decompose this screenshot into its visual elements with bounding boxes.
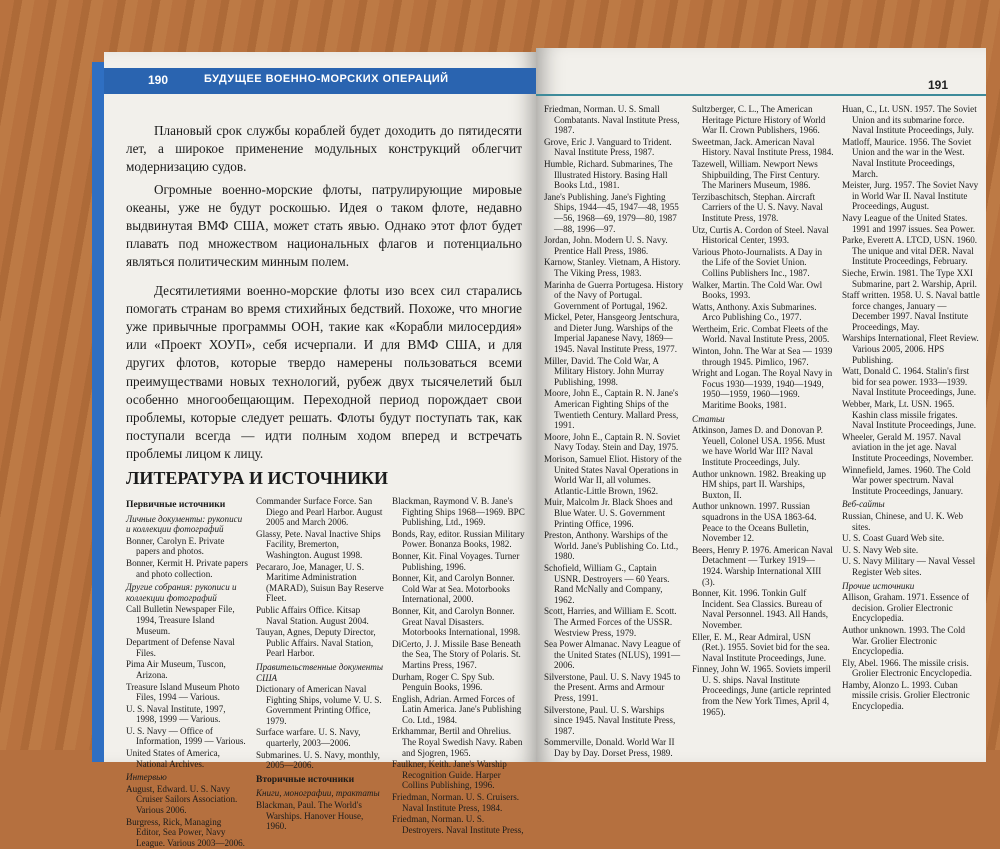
bibliography-entry: Author unknown. 1993. The Cold War. Grolier Electronic Encyclopedia. bbox=[842, 624, 966, 657]
bibliography-column bbox=[544, 104, 684, 760]
bibliography-entry: Preston, Anthony. Warships of the World. Jane's Publishing Co. Ltd., 1980. bbox=[544, 530, 679, 562]
bibliography-entry: Silverstone, Paul. U. S. Navy 1945 to the Present. Arms and Armour Press, 1991. bbox=[544, 671, 681, 704]
bibliography-entry: Scott, Harries, and William E. Scott. The Armed Forces of the USSR. Westview Press, 1979. bbox=[544, 606, 677, 638]
bibliography-entry: Durham, Roger C. Spy Sub. Penguin Books, 1996. bbox=[392, 671, 495, 693]
bibliography-entry: Humble, Richard. Submarines, The Illustrated History. Basing Hall Books Ltd., 1981. bbox=[544, 158, 673, 191]
bibliography-entry: Moore, John E., Captain R. N. Soviet Navy Today. Stein and Day, 1975. bbox=[544, 431, 681, 453]
bibliography-entry: Sultzberger, C. L., The American Heritage Picture History of World War II. Crown Publishers, 1966. bbox=[692, 104, 826, 136]
bibliography-entry: U. S. Navy Web site. bbox=[842, 544, 919, 555]
bibliography-entry: Erkhammar, Bertil and Ohrelius. The Royal Swedish Navy. Raben and Sjogren, 1965. bbox=[392, 726, 523, 758]
bibliography-entry: Utz, Curtis A. Cordon of Steel. Naval Historical Center, 1993. bbox=[692, 224, 829, 246]
paragraph: Огромные военно-морские флоты, патрулирующие мировые океаны, уже не будут роскошью. Идея о таком флоте, недавно выдвинутая ВМФ США, может стать явью. Однако этот флот будет плавать под множеством национальных флагов и потенциально являться политическим минным полем. bbox=[126, 181, 522, 270]
bibliography-entry: Pima Air Museum, Tuscon, Arizona. bbox=[126, 659, 226, 680]
bibliography-entry: Faulkner, Keith. Jane's Warship Recognition Guide. Harper Collins Publishing, 1996. bbox=[392, 759, 507, 791]
bibliography-entry: Bonds, Ray, editor. Russian Military Power. Bonanza Books, 1982. bbox=[392, 528, 525, 550]
running-head-bar bbox=[104, 68, 536, 94]
bibliography-column bbox=[256, 496, 384, 849]
bibliography-entry: Bonner, Kit. Final Voyages. Turner Publishing, 1996. bbox=[392, 550, 520, 572]
bibliography-entry: Winnefield, James. 1960. The Cold War power spectrum. Naval Institute Proceedings, January. bbox=[842, 464, 971, 496]
bibliography-entry: Dictionary of American Naval Fighting Ships, volume V. U. S. Government Printing Office, 1979. bbox=[256, 684, 382, 726]
bibliography-entry: Various Photo-Journalists. A Day in the Life of the Soviet Union. Collins Publishers Inc., 1987. bbox=[692, 246, 823, 278]
bibliography-entry: Blackman, Raymond V. B. Jane's Fighting Ships 1968—1969. BPC Publishing, Ltd., 1969. bbox=[392, 496, 525, 528]
bibliography-entry: Morison, Samuel Eliot. History of the United States Naval Operations in World War II, all volumes. Atlantic-Little Brown, 1962. bbox=[544, 454, 682, 496]
header-rule bbox=[536, 94, 986, 96]
bibliography-column bbox=[392, 496, 526, 849]
bibliography-entry: Tazewell, William. Newport News Shipbuilding, The First Century. The Mariners Museum, 1986. bbox=[692, 158, 820, 191]
bibliography-entry: U. S. Naval Institute, 1997, 1998, 1999 — Various. bbox=[126, 703, 226, 725]
body-text bbox=[126, 122, 522, 468]
bibliography-subheading: Личные документы: рукописи и коллекции фотографий bbox=[126, 513, 243, 535]
bibliography-entry: Terzibaschitsch, Stephan. Aircraft Carriers of the U. S. Navy. Naval Institute Press, 1978. bbox=[692, 191, 823, 223]
bibliography-column bbox=[126, 496, 248, 849]
bibliography-entry: Schofield, William G., Captain USNR. Destroyers — 60 Years. Rand McNally and Company, 1962. bbox=[544, 562, 670, 605]
bibliography-entry: Webber, Mark, Lt. USN. 1965. Kashin class missile frigates. Naval Institute Proceedings, June. bbox=[842, 399, 977, 431]
bibliography-entry: Sieche, Erwin. 1981. The Type XXI Submarine, part 2. Warship, April. bbox=[842, 267, 977, 289]
bibliography-heading: Первичные источники bbox=[126, 499, 226, 510]
bibliography-entry: Sweetman, Jack. American Naval History. Naval Institute Press, 1984. bbox=[692, 136, 834, 158]
bibliography-subheading: Книги, монографии, трактаты bbox=[256, 788, 380, 799]
bibliography-entry: Wright and Logan. The Royal Navy in Focus 1930—1939, 1940—1949, 1950—1959, 1960—1969. Maritime Books, 1981. bbox=[692, 368, 833, 411]
bibliography-entry: Author unknown. 1997. Russian squadrons in the USA 1863-64. Peace to the Oceans Bulletin, November 12. bbox=[692, 501, 817, 544]
bibliography-entry: Moore, John E., Captain R. N. Jane's American Fighting Ships of the Twentieth Century. Mallard Press, 1991. bbox=[544, 388, 679, 431]
bibliography-entry: Warships International, Fleet Review. Various 2005, 2006. HPS Publishing. bbox=[842, 333, 979, 365]
bibliography-column bbox=[842, 104, 980, 760]
bibliography-entry: Beers, Henry P. 1976. American Naval Detachment — Turkey 1919—1924. Warship International XIII (3). bbox=[692, 544, 833, 587]
bibliography-entry: Friedman, Norman. U. S. Cruisers. Naval Institute Press, 1984. bbox=[392, 792, 520, 813]
bibliography-entry: Ely, Abel. 1966. The missile crisis. Grolier Electronic Encyclopedia. bbox=[842, 657, 972, 679]
bibliography-subheading: Интервью bbox=[126, 772, 167, 783]
bibliography-entry: Meister, Jurg. 1957. The Soviet Navy in World War II. Naval Institute Proceedings, August. bbox=[842, 180, 979, 212]
page-number: 191 bbox=[928, 78, 949, 92]
bibliography-entry: Staff written. 1958. U. S. Naval battle force changes, January — December 1997. Naval Institute Proceedings, May. bbox=[842, 290, 980, 332]
bibliography-entry: U. S. Navy — Office of Information, 1999 — Various. bbox=[126, 725, 246, 747]
page-number: 190 bbox=[148, 73, 169, 87]
bibliography-entry: Treasure Island Museum Photo Files, 1994 — Various. bbox=[126, 681, 240, 703]
bibliography-entry: Bonner, Kermit H. Private papers and photo collection. bbox=[126, 557, 248, 579]
bibliography-entry: Bonner, Kit, and Carolyn Bonner. Great Naval Disasters. Motorbooks International, 1998. bbox=[392, 605, 521, 638]
bibliography-entry: Winton, John. The War at Sea — 1939 through 1945. Pimlico, 1967. bbox=[692, 346, 833, 367]
bibliography-entry: August, Edward. U. S. Navy Cruiser Sailors Association. Various 2006. bbox=[126, 783, 238, 816]
bibliography-entry: Mickel, Peter, Hansgeorg Jentschura, and Dieter Jung. Warships of the Imperial Japanese Navy, 1869—1945. Naval Institute Press, 1977. bbox=[544, 312, 680, 355]
bibliography-entry: Marinha de Guerra Portugesa. History of the Navy of Portugal. Government of Portugal, 1962. bbox=[544, 279, 684, 311]
bibliography-entry: Friedman, Norman. U. S. Destroyers. Naval Institute Press, bbox=[392, 814, 524, 835]
bibliography-entry: Atkinson, James D. and Donovan P. Yeuell, Colonel USA. 1956. Must we have World War III? Naval Institute Proceedings, July. bbox=[692, 425, 826, 467]
bibliography-entry: Jordan, John. Modern U. S. Navy. Prentice Hall Press, 1986. bbox=[544, 235, 668, 256]
bibliography-entry: Wertheim, Eric. Combat Fleets of the World. Naval Institute Press, 2005. bbox=[692, 323, 830, 345]
left-page bbox=[104, 52, 536, 848]
bibliography-entry: Navy League of the United States. 1991 and 1997 issues. Sea Power. bbox=[842, 212, 976, 234]
bibliography-entry: Hamby, Alonzo L. 1993. Cuban missile crisis. Grolier Electronic Encyclopedia. bbox=[842, 679, 970, 712]
bibliography-entry: Huan, C., Lt. USN. 1957. The Soviet Union and its submarine force. Naval Institute Proceedings, July. bbox=[842, 104, 977, 136]
bibliography-entry: Parke, Everett A. LTCD, USN. 1960. The unique and vital DER. Naval Institute Proceedings, February. bbox=[842, 235, 978, 267]
bibliography-columns bbox=[544, 104, 980, 760]
right-page bbox=[536, 48, 986, 762]
bibliography-entry: Author unknown. 1982. Breaking up HM ships, part II. Warships, Buxton, II. bbox=[692, 468, 826, 500]
bibliography-heading: Вторичные источники bbox=[256, 773, 355, 785]
bibliography-entry: Bonner, Kit. 1996. Tonkin Gulf Incident. Sea Classics. Bureau of Naval Personnel. 1943. All Hands, November. bbox=[692, 588, 829, 630]
section-title: ЛИТЕРАТУРА И ИСТОЧНИКИ bbox=[126, 468, 389, 488]
paragraph: Десятилетиями военно-морские флоты изо всех сил старались помогать странам во время стихийных бедствий. Похоже, что многие уже привычные программы ООН, такие как «Корабли милосердия» или «Проект ХОУП», себя исчерпали. И для ВМФ США, и для других флотов, которые твердо намерены пользоваться всеми преимуществами новых технологий, рубеж двух тысячелетий был особенно многообещающим. Переходной период порождает свои проблемы, которые следует решать. Флоты будут поступать так, как поступали всегда — идти полным ходом вперед и встречать проблемы лицом к лицу. bbox=[126, 282, 522, 462]
bibliography-entry: U. S. Coast Guard Web site. bbox=[842, 533, 945, 544]
bibliography-entry: Surface warfare. U. S. Navy, quarterly, 2003—2006. bbox=[256, 727, 361, 749]
running-head: БУДУЩЕЕ ВОЕННО-МОРСКИХ ОПЕРАЦИЙ bbox=[204, 73, 449, 85]
bibliography-subheading: Прочие источники bbox=[842, 580, 915, 591]
bibliography-subheading: Статьи bbox=[692, 413, 725, 424]
bibliography-entry: Walker, Martin. The Cold War. Owl Books, 1993. bbox=[692, 279, 823, 301]
bibliography-entry: DiCerto, J. J. Missile Base Beneath the Sea, The Story of Polaris. St. Martins Press, 1967. bbox=[392, 638, 521, 670]
bibliography-entry: Sommerville, Donald. World War II Day by Day. Dorset Press, 1989. bbox=[544, 737, 675, 759]
bibliography-columns bbox=[126, 496, 526, 849]
bibliography-subheading: Другие собрания: рукописи и коллекции фотографий bbox=[126, 582, 237, 603]
bibliography-entry: Wheeler, Gerald M. 1957. Naval aviation in the jet age. Naval Institute Proceedings, November. bbox=[842, 431, 974, 463]
bibliography-entry: Commander Surface Force. San Diego and Pearl Harbor. August 2005 and March 2006. bbox=[256, 496, 383, 528]
bibliography-entry: Finney, John W. 1965. Soviets imperil U. S. ships. Naval Institute Proceedings, June (article reprinted from the New York Times, April 4, 1965). bbox=[692, 664, 831, 717]
bibliography-entry: English, Adrian. Armed Forces of Latin America. Jane's Publishing Co. Ltd., 1984. bbox=[392, 693, 522, 725]
bibliography-entry: Submarines. U. S. Navy, monthly, 2005—2006. bbox=[256, 749, 380, 771]
bibliography-entry: Watts, Anthony. Axis Submarines. Arco Publishing Co., 1977. bbox=[692, 301, 817, 323]
bibliography-entry: Jane's Publishing. Jane's Fighting Ships, 1944—45, 1947—48, 1955—56, 1968—69, 1979—80, 1987—88, 1996—97. bbox=[544, 191, 679, 234]
bibliography-entry: Public Affairs Office. Kitsap Naval Station. August 2004. bbox=[256, 604, 369, 626]
bibliography-entry: Grove, Eric J. Vanguard to Trident. Naval Institute Press, 1987. bbox=[544, 136, 672, 158]
bibliography-entry: Matloff, Maurice. 1956. The Soviet Union and the war in the West. Naval Institute Proceedings, March. bbox=[842, 136, 972, 179]
bibliography-entry: Eller, E. M., Rear Admiral, USN (Ret.). 1955. Soviet bid for the sea. Naval Institute Proceedings, June. bbox=[692, 631, 830, 663]
bibliography-entry: Miller, David. The Cold War, A Military History. John Murray Publishing, 1998. bbox=[544, 355, 665, 387]
bibliography-entry: Call Bulletin Newspaper File, 1994, Treasure Island Museum. bbox=[126, 604, 235, 636]
bibliography-entry: Sea Power Almanac. Navy League of the United States (NLUS), 1991—2006. bbox=[544, 639, 681, 671]
bibliography-entry: Bonner, Kit, and Carolyn Bonner. Cold War at Sea. Motorbooks International, 2000. bbox=[392, 573, 515, 605]
bibliography-entry: Watt, Donald C. 1964. Stalin's first bid for sea power. 1933—1939. Naval Institute Proceedings, June. bbox=[842, 366, 977, 398]
bibliography-entry: U. S. Navy Military — Naval Vessel Register Web sites. bbox=[842, 556, 976, 577]
bibliography-entry: Glassy, Pete. Naval Inactive Ships Facility, Bremerton, Washington. August 1998. bbox=[256, 528, 381, 560]
bibliography-entry: Muir, Malcolm Jr. Black Shoes and Blue Water. U. S. Government Printing Office, 1996. bbox=[544, 497, 673, 529]
bibliography-entry: Bonner, Carolyn E. Private papers and photos. bbox=[126, 535, 225, 557]
bibliography-entry: Burgress, Rick, Managing Editor, Sea Power, Navy League. Various 2003—2006. bbox=[126, 816, 245, 848]
bibliography-entry: Russian, Chinese, and U. K. Web sites. bbox=[842, 510, 964, 532]
bibliography-entry: United States of America, National Archives. bbox=[126, 748, 220, 769]
bibliography-entry: Friedman, Norman. U. S. Small Combatants. Naval Institute Press, 1987. bbox=[544, 104, 680, 136]
bibliography-entry: Department of Defense Naval Files. bbox=[126, 637, 235, 658]
bibliography-subheading: Правительственные документы США bbox=[256, 661, 384, 683]
bibliography-entry: Tauyan, Agnes, Deputy Director, Public Affairs. Naval Station, Pearl Harbor. bbox=[256, 627, 376, 659]
bibliography-entry: Blackman, Paul. The World's Warships. Hanover House, 1960. bbox=[256, 800, 364, 832]
bibliography-column bbox=[692, 104, 834, 760]
bibliography-entry: Allison, Graham. 1971. Essence of decision. Grolier Electronic Encyclopedia. bbox=[842, 592, 970, 624]
bibliography-entry: Karnow, Stanley. Vietnam, A History. The Viking Press, 1983. bbox=[544, 257, 681, 278]
bibliography-entry: Pecararo, Joe, Manager, U. S. Maritime Administration (MARAD), Suisun Bay Reserve Fleet. bbox=[256, 561, 384, 604]
paragraph: Плановый срок службы кораблей будет доходить до пятидесяти лет, а широкое применение модульных конструкций облегчит модернизацию судов. bbox=[126, 123, 522, 175]
bibliography-entry: Silverstone, Paul. U. S. Warships since 1945. Naval Institute Press, 1987. bbox=[544, 704, 676, 736]
bibliography-subheading: Веб-сайты bbox=[842, 499, 885, 510]
